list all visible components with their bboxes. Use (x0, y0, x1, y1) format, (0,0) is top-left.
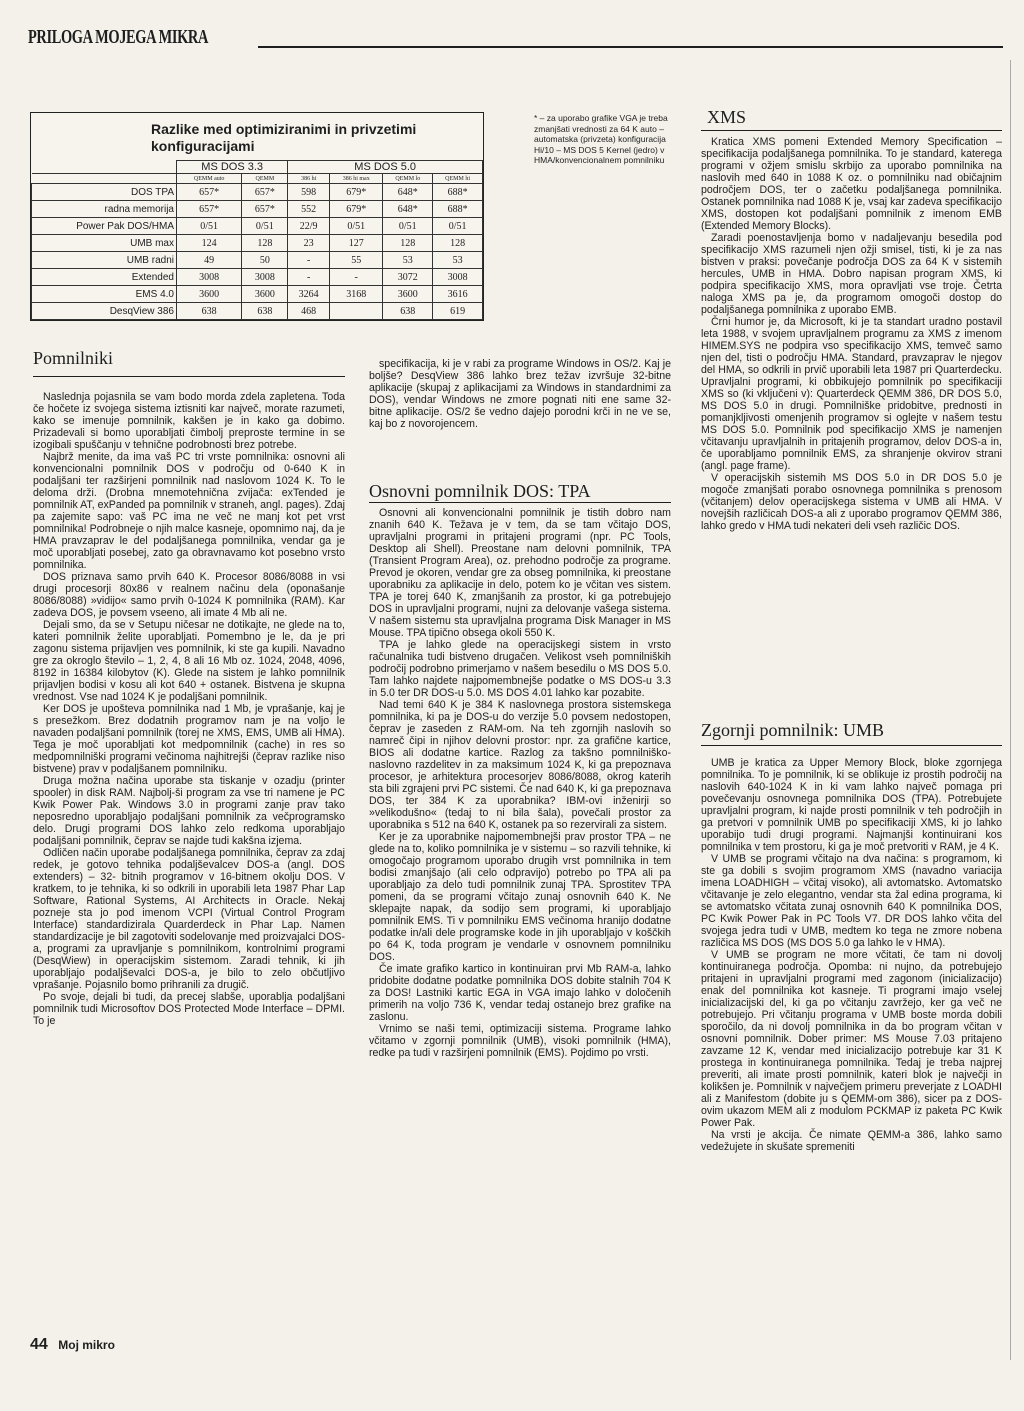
table-cell: 638 (383, 303, 433, 320)
paragraph: Ker je za uporabnike najpomembnejši prav prostor TPA – ne glede na to, koliko pomnilnika je v sistemu – so razvili tehnike, ki omogočajo programom uporabo drugih vrst pomnilnika in tem bodisi zmanjšajo (ali celo odpravijo) potrebo po TPA ali pa uporabljajo za delo tudi pomnilnik zunaj TPA. Sprostitev TPA pomeni, da se programi včitajo zunaj osnovnih 640 K. Ne sklepajte napak, da sodijo sem programi, ki uporabljajo pomnilnik EMS. Ti v pomnilniku EMS večinoma hranijo dodatne podatke in/ali dele programske kode in jih uporabljajo v koščkih po 64 K, toda program je vendarle v osnovnem pomnilniku DOS. (369, 831, 671, 963)
section-rule (369, 502, 671, 503)
article-column-2-top (369, 358, 671, 430)
paragraph: V UMB se programi včitajo na dva načina: s programom, ki ste ga dobili s svojim programom XMS (navadno variacija imena LOADHIGH – včitaj visoko), ali avtomatsko. Avtomatsko včitavanje je zelo elegantno, vendar sta žal edina programa, ki se avtomatsko včitata zunaj osnovnih 640 K pomnilnika DOS, PC Kwik Power Pak in PC Tools V7. DR DOS lahko včita del svojega jedra tudi v UMB, medtem ko tega ne zmore nobena različica MS DOS (MS DOS 5.0 ga lahko le v HMA). (701, 853, 1002, 949)
header-rule (258, 46, 1003, 48)
paragraph: TPA je lahko glede na operacijskegi sistem in vrsto računalnika tudi bistveno drugačen. Velikost vseh pomnilniških področij podrobno primerjamo v našem besedilu o MS DOS 5.0. Tam lahko najdete najpomembnejše podatke o MS DOS-u 3.3 in 5.0 ter DR DOS-u 5.0. MS DOS 4.01 lahko kar pozabite. (369, 639, 671, 699)
table-cell: 128 (242, 235, 288, 252)
table-cell: 688* (433, 184, 483, 201)
table-cell: 3008 (433, 269, 483, 286)
comparison-table (31, 160, 483, 320)
section-heading-umb: Zgornji pomnilnik: UMB (701, 720, 885, 740)
table-cell: 3600 (177, 286, 242, 303)
page-header (28, 26, 1003, 56)
table-cell: 49 (177, 252, 242, 269)
magazine-name: Moj mikro (58, 1338, 115, 1352)
table-cell: 657* (242, 184, 288, 201)
section-heading-osnovni: Osnovni pomnilnik DOS: TPA (369, 481, 591, 501)
paragraph: Odličen način uporabe podaljšanega pomnilnika, čeprav za zdaj redek, je gotovo tehnika podaljševalcev DOS-a (angl. DOS extenders) – 32- bitnih programov v 16-bitnem okolju DOS. V kratkem, to je tehnika, ki so odkrili in uporabili leta 1987 Phar Lap Software, Rational Systems, AI Architects in Oracle. Nekaj pozneje sta jo pod imenom VCPI (Virtual Control Program Interface) standardizirala Quarderdeck in Phar Lap. Namen standardizacije je bil zagotoviti sodelovanje med proizvajalci DOS-a, programi za upravljanje s pomnilnikom, kontrolnimi programi (DesqWiew) in operacijskim sistemom. Zaradi tehnik, ki jih uporabljajo podaljševalci DOS-a, je bilo to zelo občutljivo vprašanje. Pojasnilo bomo prihranili za drugič. (33, 847, 345, 991)
paragraph: V UMB se program ne more včitati, če tam ni dovolj kontinuiranega področja. Opomba: ni nujno, da potrebujejo pritajeni in upravljalni programi med zagonom (inicializacijo) enak del pomnilnika kot kasneje. Ti programi imajo vselej inicializacijski del, ki ga po včitanju zavržejo, ker ga več ne potrebujejo. Pri včitanju programa v UMB boste morda dobili sporočilo, da ni dovolj pomnilnika in da bo program včitan v osnovni pomnilnik. Dober primer: MS Mouse 7.03 pritajeno zavzame 12 K, vendar med inicializacijo potrebuje kar 31 K prostega in kontinuiranega pomnilnika. Tedaj je treba najprej preveriti, ali imate prosti pomnilnik, kateri blok je največji in kolikšen je. Pomnilnik v največjem primeru preverjate z LOADHI ali z Manifestom (dobite ju s QEMM-om 386), sicer pa z DOS-ovim ukazom MEM ali z modulom PCKMAP iz paketa PC Kwik Power Pak. (701, 949, 1002, 1129)
table-cell: 638 (242, 303, 288, 320)
table-cell: 55 (330, 252, 383, 269)
article-column-3-xms (701, 136, 1002, 532)
table-subheader: QEMM lo (383, 174, 433, 184)
section-rule (701, 130, 1002, 131)
paragraph: DOS priznava samo prvih 640 K. Procesor 8086/8088 in vsi drugi procesorji 80x86 v realnem načinu dela (oponašanje 8086/8088) »vidijo« samo prvih 0-1024 K pomnilnika (RAM). Kar zadeva DOS, je povsem vseeno, ali imate 4 Mb ali ne. (33, 571, 345, 619)
table-cell: 22/9 (288, 218, 330, 235)
table-cell: 3168 (330, 286, 383, 303)
article-column-3-umb (701, 757, 1002, 1153)
article-column-1 (33, 391, 345, 1027)
paragraph: Kratica XMS pomeni Extended Memory Specification – specifikacija podaljšanega pomnilnika. To je standard, katerega programi v ožjem smislu skrbijo za uporabo pomnilnika na naslovih med 640 in 1088 K oz. o pomnilniku nad običajnim področjem DOS, ter o začetku podaljšanega pomnilnika. Ostanek pomnilnika nad 1088 K je, vsaj kar zadeva specifikacijo XMS, dostopen kot podaljšani pomnilnik z imenom EMB (Extended Memory Blocks). (701, 136, 1002, 232)
table-row (32, 286, 483, 303)
table-subheader: QEMM hi (433, 174, 483, 184)
page-number: 44 (30, 1336, 48, 1353)
table-cell: - (288, 269, 330, 286)
table-cell: - (288, 252, 330, 269)
section-rule (33, 376, 345, 377)
table-cell: 638 (177, 303, 242, 320)
table-cell: 3008 (177, 269, 242, 286)
row-label: DesqView 386 (32, 303, 177, 320)
table-row (32, 252, 483, 269)
table-cell: 657* (177, 201, 242, 218)
table-cell: 23 (288, 235, 330, 252)
paragraph: Naslednja pojasnila se vam bodo morda zdela zapletena. Toda če hočete iz svojega sistema iztisniti kar največ, morate razumeti, kako se imenuje pomnilnik, kakšen je in kako ga dobimo. Prizadevali si bomo uporabljati čimbolj preproste termine in se izogibali spuščanju v tehnične podrobnosti brez potrebe. (33, 391, 345, 451)
table-cell: 552 (288, 201, 330, 218)
section-heading-pomnilniki: Pomnilniki (33, 348, 114, 368)
table-subheader: 386 hi (288, 174, 330, 184)
table-cell: 598 (288, 184, 330, 201)
article-column-2 (369, 507, 671, 1059)
table-row (32, 303, 483, 320)
group-header-dos50: MS DOS 5.0 (288, 161, 483, 174)
table-cell: 3008 (242, 269, 288, 286)
row-label: Power Pak DOS/HMA (32, 218, 177, 235)
table-cell: 53 (383, 252, 433, 269)
group-header-dos33: MS DOS 3.3 (177, 161, 288, 174)
table-cell: 657* (177, 184, 242, 201)
table-row (32, 235, 483, 252)
page-edge-line (1010, 60, 1011, 1360)
paragraph: Dejali smo, da se v Setupu ničesar ne dotikajte, ne glede na to, kateri pomnilnik želite uporabljati. Pomembno je le, da je pri zagonu sistema prijavljen ves pomnilnik, ki ste ga kupili. Navadno gre za okroglo število – 1, 2, 4, 8 ali 16 Mb oz. 1024, 2048, 4096, 8192 in 16384 kilobytov (K). Glede na sistem je lahko pomnilnik prijavljen bodisi v kosu ali kot 640 + ostanek. Bistvena je skupna vrednost. Vse nad 1024 K je podaljšani pomnilnik. (33, 619, 345, 703)
table-cell: 648* (383, 201, 433, 218)
table-cell: 679* (330, 201, 383, 218)
table-cell: 50 (242, 252, 288, 269)
table-cell: - (330, 269, 383, 286)
paragraph: V operacijskih sistemih MS DOS 5.0 in DR DOS 5.0 je mogoče zmanjšati porabo osnovnega pomnilnika s prenosom (včitanjem) delov operacijskega sistema v UMB ali HMA. V novejših različicah DOS-a ali z uporabo programov QEMM 386, lahko gredo v HMA tudi nekateri deli vseh različic DOS. (701, 472, 1002, 532)
paragraph: Druga možna načina uporabe sta tiskanje v ozadju (printer spooler) in disk RAM. Najbolj-ši program za vse tri namene je PC Kwik Power Pak. Windows 3.0 in programi zanje prav tako neposredno uporabljajo podaljšani pomnilnik za večprogramsko delo. Drugi programi DOS lahko zelo redkoma uporabljajo podaljšani pomnilnik, čeprav se najde tudi kakšna izjema. (33, 775, 345, 847)
table-cell: 0/51 (242, 218, 288, 235)
paragraph: Vrnimo se naši temi, optimizaciji sistema. Programe lahko včitamo v zgornji pomnilnik (UMB), visoki pomnilnik (HMA), redke pa tudi v razširjeni pomnilnik (EMS). Pojdimo po vrsti. (369, 1023, 671, 1059)
table-cell: 688* (433, 201, 483, 218)
table-cell: 679* (330, 184, 383, 201)
paragraph: Ker DOS je upošteva pomnilnika nad 1 Mb, je vprašanje, kaj je s presežkom. Brez dodatnih programov nam je na voljo le navaden podaljšani pomnilnik (torej ne XMS, EMS, UMB ali HMA). Tega je moč uporabljati kot medpomnilnik (cache) in res so medpomnilniški programi večinoma najhitrejši (čeprav razlike niso bistvene) prav v podaljšanem pomnilniku. (33, 703, 345, 775)
table-cell: 3264 (288, 286, 330, 303)
paragraph: specifikacija, ki je v rabi za programe Windows in OS/2. Kaj je boljše? DesqView 386 lahko brez težav izvršuje 32-bitne aplikacije (skupaj z aplikacijami za Windows in standardnimi za DOS), vendar Windows ne zmore pognati niti ene same 32-bitne aplikacije. OS/2 še vedno dajejo porodni krči in ne ve se, kaj bo z novorojencem. (369, 358, 671, 430)
table-row (32, 269, 483, 286)
table-cell: 124 (177, 235, 242, 252)
row-label: UMB radni (32, 252, 177, 269)
table-subheader: 386 hi max (330, 174, 383, 184)
table-cell: 0/51 (433, 218, 483, 235)
paragraph: Če imate grafiko kartico in kontinuiran prvi Mb RAM-a, lahko pridobite dodatne podatke pomnilnika DOS dobite stalnih 704 K za DOS! Lastniki kartic EGA in VGA imajo lahko v določenih primerih na voljo 736 K, vendar tedaj ostanejo brez grafike na zaslonu. (369, 963, 671, 1023)
row-label: UMB max (32, 235, 177, 252)
table-row (32, 184, 483, 201)
table-footnote: * – za uporabo grafike VGA je treba zmanjšati vrednosti za 64 K auto – automatska (privzeta) konfiguracija Hi/10 – MS DOS 5 Kernel (jedro) v HMA/konvencionalnem pomnilniku (534, 113, 668, 165)
paragraph: Najbrž menite, da ima vaš PC tri vrste pomnilnika: osnovni ali konvencionalni pomnilnik DOS v področju od 0-640 K in podaljšani ter razširjeni pomnilnik nad naslovom 1024 K. To le deloma drži. (Drobna mnemotehnična zvijača: exTended je pomnilnik AT, exPanded pa pomnilnik v straneh, angl. pages). Zdaj pa zajemite sapo: vaš PC ima ne več ne manj kot pet vrst pomnilnika! Podrobneje o njih malce kasneje, opomnimo naj, da je HMA pravzaprav le del podaljšanega pomnilnika, vendar ga je moč uporabljati posebej, zato ga obravnavamo kot posebno vrsto pomnilnika. (33, 451, 345, 571)
table-cell: 127 (330, 235, 383, 252)
table-cell: 0/51 (330, 218, 383, 235)
paragraph: Po svoje, dejali bi tudi, da precej slabše, uporablja podaljšani pomnilnik tudi Microsoftov DOS Protected Mode Interface – DPMI. To je (33, 991, 345, 1027)
table-cell: 3072 (383, 269, 433, 286)
paragraph: Črni humor je, da Microsoft, ki je ta standart uradno postavil leta 1988, v svojem upravljalnem programu za XMS z imenom HIMEM.SYS ne podpira vso specifikacijo XMS, temveč samo njen del, tisti o področju HMA. Standard, pravzaprav le njegov del HMA, so odkrili in prvič uporabili leta 1987 pri Quarterdecku. Upravljalni programi, ki obbikujejo pomnilnik po specifikaciji XMS so (ki vključeni v): Quarterdeck QEMM 386, DR DOS 5.0, MS DOS 5.0 in drugi. Pomnilniške pridobitve, prednosti in pomanjkljivosti omenjenih programov si oglejte v našem testu MS DOS 5.0. Pomnilnik pod specifikacijo XMS je namenjen včitavanju upravljalnih in pritajenih programov, delov DOS-a in, če uporabljamo pomnilnik EMS, za shranjenje okvirov strani (angl. page frame). (701, 316, 1002, 472)
table-cell: 3600 (242, 286, 288, 303)
table-cell: 648* (383, 184, 433, 201)
section-heading-xms: XMS (707, 107, 747, 127)
table-cell: 3600 (383, 286, 433, 303)
page-footer (30, 1336, 115, 1354)
table-title: Razlike med optimiziranimi in privzetimi konfiguracijami (151, 121, 417, 154)
table-row (32, 201, 483, 218)
header-title: PRILOGA MOJEGA MIKRA (28, 26, 209, 48)
table-subheader: QEMM (242, 174, 288, 184)
table-cell: 619 (433, 303, 483, 320)
table-row (32, 218, 483, 235)
table-cell (330, 303, 383, 320)
paragraph: Na vrsti je akcija. Če nimate QEMM-a 386, lahko samo vedežujete in skušate spremeniti (701, 1129, 1002, 1153)
row-label: DOS TPA (32, 184, 177, 201)
row-label: Extended (32, 269, 177, 286)
paragraph: Zaradi poenostavljenja bomo v nadaljevanju besedila pod specifikacijo XMS razumeli njen ožji smisel, tisti, ki je za nas bistven v praksi: povečanje področja DOS za 64 K v sistemih hercules, UMB in HMA. Dobro napisan program XMS, ki podpira specifikacijo XMS, mora opravljati vse troje. Četrta naloga XMS pa je, da programom omogoči dostop do podaljšanega pomnilnika z uporabo EMB. (701, 232, 1002, 316)
row-label: EMS 4.0 (32, 286, 177, 303)
table-cell: 468 (288, 303, 330, 320)
table-cell: 3616 (433, 286, 483, 303)
section-rule (701, 745, 1002, 746)
paragraph: UMB je kratica za Upper Memory Block, bloke zgornjega pomnilnika. To je pomnilnik, ki se oblikuje iz prostih področij na naslovih 640-1024 K in ki vam lahko največ pomaga pri povečevanju osnovnega pomnilnika DOS (TPA). Potrebujete upravljalni program, ki najde prosti pomnilnik v teh področjih in ga pretvori v pomnilnik UMB po specifikaciji XMS, ki jo lahko uporabijo tudi drugi programi. Najmanjši kontinuirani kos pomnilnika v tem prostoru, ki ga je moč pretvoriti v RAM, je 4 K. (701, 757, 1002, 853)
row-label: radna memorija (32, 201, 177, 218)
paragraph: Nad temi 640 K je 384 K naslovnega prostora sistemskega pomnilnika, ki pa je DOS-u do verzije 5.0 povsem nedostopen, čeprav je zaseden z RAM-om. Na teh zgornjih naslovih so namreč čipi in njihov delovni prostor: npr. za grafične kartice, BIOS ali dodatne kartice. Razlog za takšno pomnilniško-naslovno razdelitev in za maksimum 1024 K, ki ga prepoznava procesor, je arhitektura procesorjev 8086/8088, okrog katerih sta bili zgrajeni prvi PC sistemi. Če nad 640 K, ki ga prepoznava DOS, ter 384 K za uporabnika? IBM-ovi inženirji so »velikodušno« (tedaj to ni bila šala), povečali prostor za uporabnika s 512 na 640 K, ostanek pa so rezervirali za sistem. (369, 699, 671, 831)
table-cell: 128 (383, 235, 433, 252)
table-subheader: QEMM auto (177, 174, 242, 184)
table-cell: 0/51 (383, 218, 433, 235)
table-cell: 53 (433, 252, 483, 269)
paragraph: Osnovni ali konvencionalni pomnilnik je tistih dobro nam znanih 640 K. Težava je v tem, da se tam včitajo DOS, upravljalni programi in pritajeni programi (npr. PC Tools, Desktop ali Shell). Preostane nam delovni pomnilnik, TPA (Transient Program Area), oz. prehodno področje za programe. Prevod je okoren, vendar gre za obseg pomnilnika, ki preostane uporabniku za aplikacije in delo, potem ko je včitan ves sistem. TPA je torej 640 K, zmanjšanih za prostor, ki ga potrebujejo DOS in upravljalni programi, nujni za delovanje vašega sistema. V našem sistemu sta upravljalna programa Disk Manager in MS Mouse. TPA tipično obsega okoli 550 K. (369, 507, 671, 639)
table-cell: 657* (242, 201, 288, 218)
comparison-table-box (30, 112, 484, 321)
table-cell: 128 (433, 235, 483, 252)
table-cell: 0/51 (177, 218, 242, 235)
